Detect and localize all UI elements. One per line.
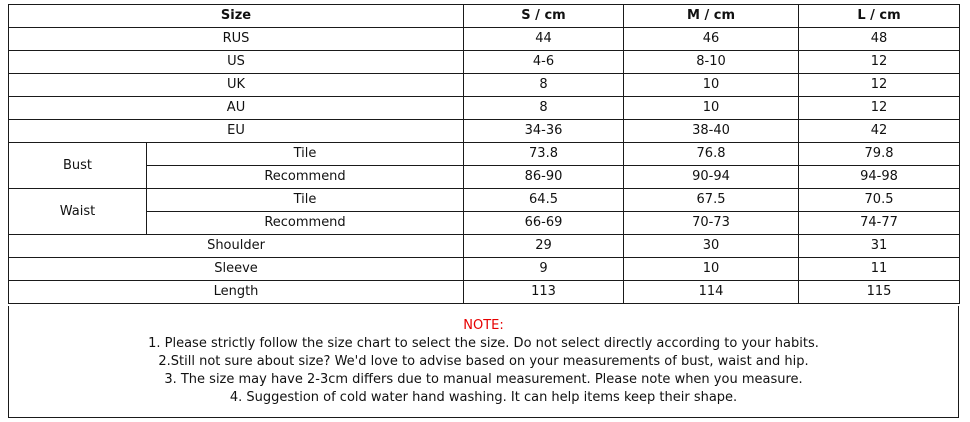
row-label: UK <box>9 74 464 97</box>
row-label: Length <box>9 281 464 304</box>
table-row <box>9 143 960 166</box>
cell-s: 66-69 <box>464 212 624 235</box>
table-row <box>9 74 960 97</box>
waist-recommend-label: Recommend <box>147 212 464 235</box>
note-title: NOTE: <box>463 318 504 333</box>
cell-m: 10 <box>624 74 799 97</box>
header-row <box>9 5 960 28</box>
table-row <box>9 120 960 143</box>
cell-s: 8 <box>464 74 624 97</box>
cell-s: 4-6 <box>464 51 624 74</box>
waist-label: Waist <box>9 189 147 235</box>
table-row <box>9 281 960 304</box>
note-line: 3. The size may have 2-3cm differs due to manual measurement. Please note when you measure. <box>164 372 803 387</box>
cell-s: 64.5 <box>464 189 624 212</box>
cell-l: 42 <box>799 120 960 143</box>
cell-s: 113 <box>464 281 624 304</box>
cell-m: 10 <box>624 258 799 281</box>
cell-m: 38-40 <box>624 120 799 143</box>
note-line: 2.Still not sure about size? We'd love to advise based on your measurements of bust, waist and hip. <box>158 354 809 369</box>
cell-s: 34-36 <box>464 120 624 143</box>
cell-s: 44 <box>464 28 624 51</box>
cell-m: 90-94 <box>624 166 799 189</box>
bust-label: Bust <box>9 143 147 189</box>
cell-l: 12 <box>799 97 960 120</box>
cell-m: 8-10 <box>624 51 799 74</box>
bust-tile-label: Tile <box>147 143 464 166</box>
table-row <box>9 235 960 258</box>
cell-l: 74-77 <box>799 212 960 235</box>
row-label: Sleeve <box>9 258 464 281</box>
cell-l: 12 <box>799 51 960 74</box>
table-row <box>9 97 960 120</box>
notes-box <box>8 306 959 418</box>
waist-tile-label: Tile <box>147 189 464 212</box>
note-line: 1. Please strictly follow the size chart to select the size. Do not select directly according to your habits. <box>148 336 819 351</box>
row-label: AU <box>9 97 464 120</box>
row-label: Shoulder <box>9 235 464 258</box>
table-row <box>9 51 960 74</box>
row-label: US <box>9 51 464 74</box>
cell-m: 46 <box>624 28 799 51</box>
table-row <box>9 258 960 281</box>
cell-m: 10 <box>624 97 799 120</box>
header-l: L / cm <box>799 5 960 28</box>
cell-l: 70.5 <box>799 189 960 212</box>
cell-l: 12 <box>799 74 960 97</box>
cell-m: 114 <box>624 281 799 304</box>
size-chart-table <box>8 4 960 304</box>
table-row <box>9 212 960 235</box>
row-label: RUS <box>9 28 464 51</box>
row-label: EU <box>9 120 464 143</box>
table-row <box>9 166 960 189</box>
cell-l: 94-98 <box>799 166 960 189</box>
bust-recommend-label: Recommend <box>147 166 464 189</box>
header-m: M / cm <box>624 5 799 28</box>
table-row <box>9 189 960 212</box>
cell-l: 11 <box>799 258 960 281</box>
cell-s: 73.8 <box>464 143 624 166</box>
cell-l: 31 <box>799 235 960 258</box>
cell-s: 29 <box>464 235 624 258</box>
cell-m: 30 <box>624 235 799 258</box>
cell-s: 8 <box>464 97 624 120</box>
cell-m: 67.5 <box>624 189 799 212</box>
header-size: Size <box>9 5 464 28</box>
cell-l: 115 <box>799 281 960 304</box>
note-line: 4. Suggestion of cold water hand washing. It can help items keep their shape. <box>229 390 738 405</box>
table-row <box>9 28 960 51</box>
cell-m: 70-73 <box>624 212 799 235</box>
header-s: S / cm <box>464 5 624 28</box>
cell-l: 79.8 <box>799 143 960 166</box>
cell-s: 9 <box>464 258 624 281</box>
cell-s: 86-90 <box>464 166 624 189</box>
cell-l: 48 <box>799 28 960 51</box>
cell-m: 76.8 <box>624 143 799 166</box>
